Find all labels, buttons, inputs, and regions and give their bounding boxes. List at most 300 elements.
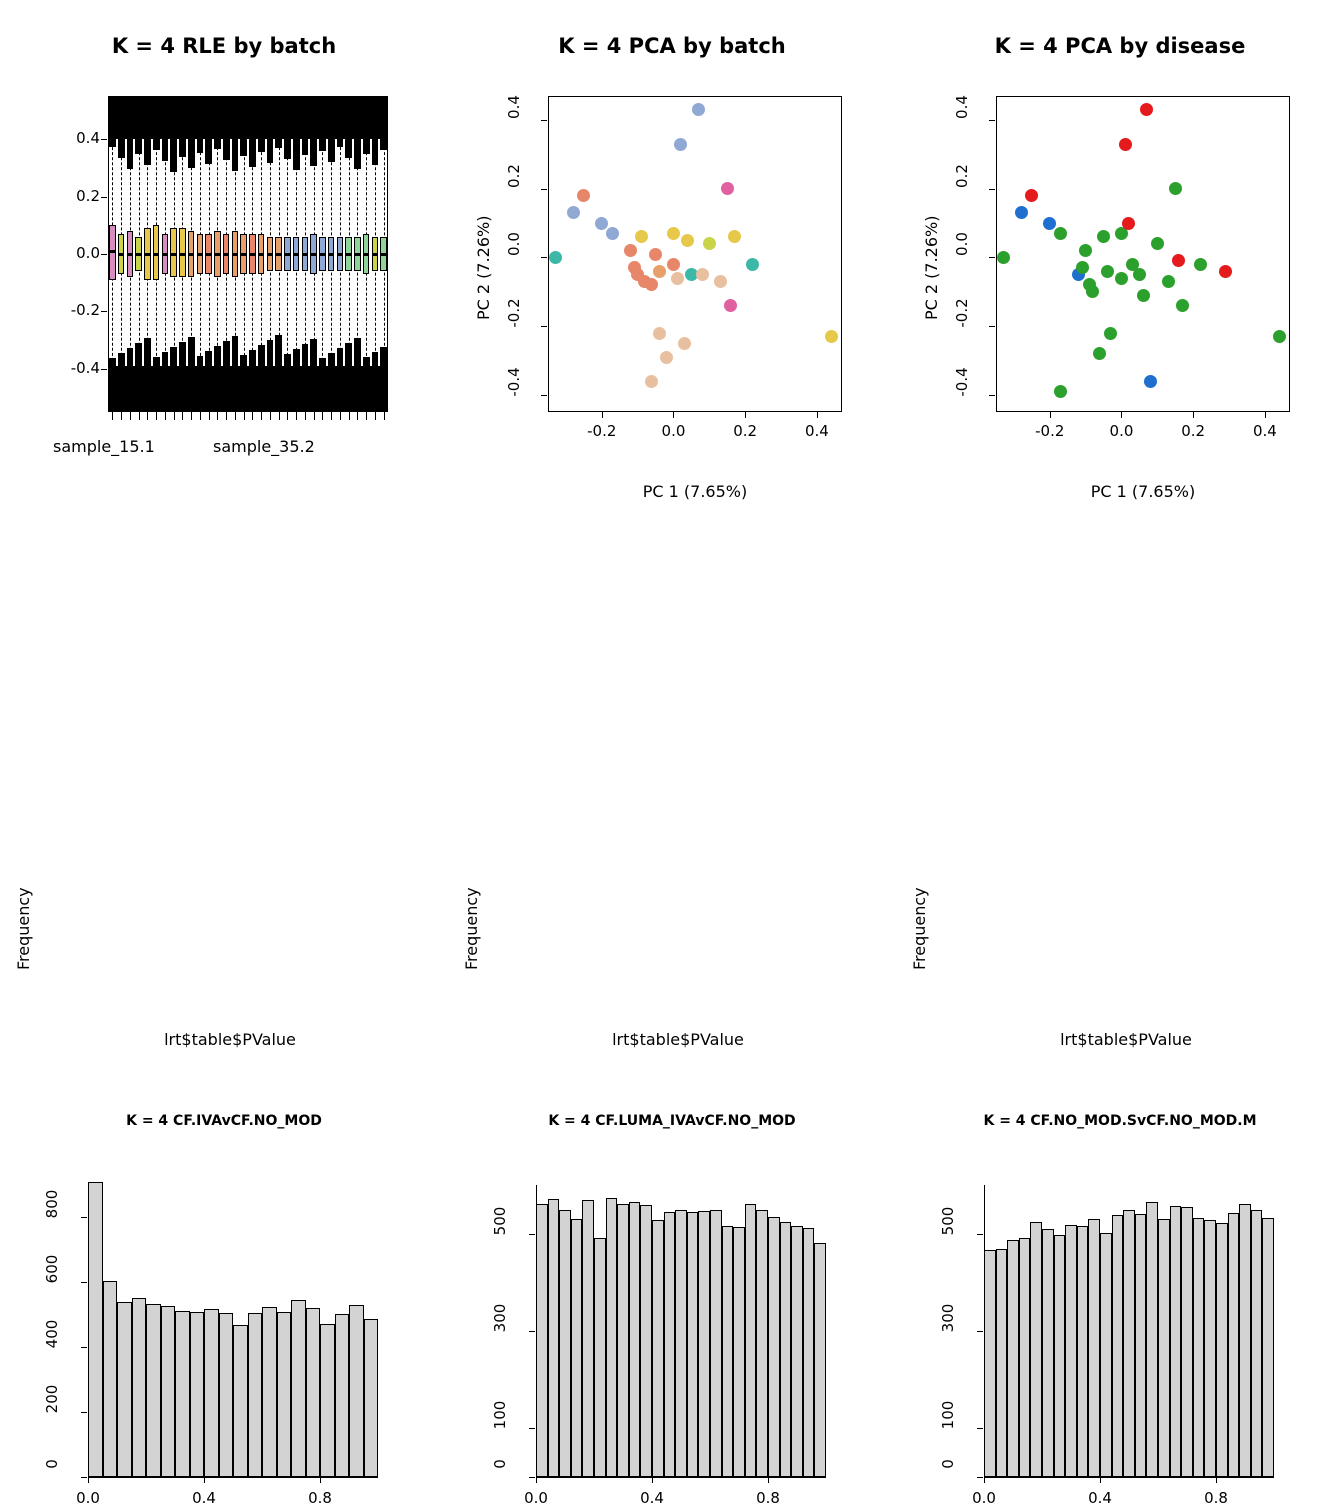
rle-median-29 [363, 253, 369, 256]
rle-outlier-col-top [372, 139, 379, 165]
rle-xtick [200, 412, 201, 420]
pca-batch-ylabel: PC 2 (7.26%) [474, 215, 493, 320]
rle-outlier-col-top [127, 139, 134, 169]
hist-xtick [652, 1477, 653, 1483]
scatter-ytick-label: 0.0 [953, 232, 971, 257]
hist-bar [320, 1324, 335, 1477]
hist-xaxis [536, 1477, 826, 1478]
hist-xtick [320, 1477, 321, 1483]
hist-xaxis [88, 1477, 378, 1478]
rle-outlier-col-bottom [188, 337, 195, 366]
rle-outlier-col-bottom [153, 357, 160, 366]
rle-outlier-col-bottom [354, 338, 361, 366]
hist-bar [117, 1302, 132, 1477]
scatter-xtick-label: 0.4 [1252, 422, 1277, 440]
scatter-xtick-label: -0.2 [587, 422, 617, 440]
hist-bar [1088, 1219, 1100, 1477]
rle-median-19 [275, 253, 281, 256]
rle-outlier-col-bottom [223, 341, 230, 366]
hist-xtick-label: 0.0 [972, 1489, 996, 1507]
scatter-xtick-label: 0.4 [804, 422, 829, 440]
rle-xtick [235, 412, 236, 420]
rle-median-3 [135, 253, 141, 256]
scatter-ytick [541, 326, 547, 327]
rle-outliers-top [109, 97, 387, 139]
rle-outlier-col-bottom [275, 335, 282, 366]
rle-median-30 [372, 253, 378, 256]
hist-bar [248, 1313, 263, 1477]
scatter-point [653, 327, 666, 340]
scatter-point [624, 244, 637, 257]
hist-bar [606, 1198, 618, 1477]
rle-xtick [305, 412, 306, 420]
hist-xtick-label: 0.0 [524, 1489, 548, 1507]
scatter-ytick [541, 395, 547, 396]
scatter-point [1119, 138, 1132, 151]
rle-ytick-label: -0.4 [70, 358, 100, 377]
rle-outlier-col-bottom [179, 342, 186, 366]
rle-xtick [121, 412, 122, 420]
rle-xtick [287, 412, 288, 420]
rle-outlier-col-top [267, 139, 274, 163]
rle-outlier-col-top [153, 139, 160, 150]
hist-xtick-label: 0.8 [1204, 1489, 1228, 1507]
hist-bar [1158, 1219, 1170, 1477]
scatter-point [1273, 330, 1286, 343]
rle-outlier-col-bottom [127, 348, 134, 366]
rle-median-14 [232, 253, 238, 256]
hist-ytick-label: 500 [491, 1206, 509, 1235]
hist-xtick-label: 0.8 [308, 1489, 332, 1507]
rle-xtick [139, 412, 140, 420]
hist-bar [814, 1243, 826, 1477]
rle-outlier-col-top [302, 139, 309, 155]
rle-median-21 [293, 253, 299, 256]
scatter-point [1162, 275, 1175, 288]
panel-hist-1 [0, 540, 448, 1507]
hist-bar [1181, 1207, 1193, 1477]
hist-ytick [81, 1347, 87, 1348]
hist-ytick-label: 0 [939, 1459, 957, 1469]
hist-bar [262, 1307, 277, 1477]
rle-ytick [101, 369, 107, 370]
scatter-xtick [745, 412, 746, 418]
scatter-ytick-label: -0.2 [953, 298, 971, 328]
hist-bar [1216, 1223, 1228, 1477]
scatter-ytick [989, 326, 995, 327]
rle-outlier-col-top [275, 139, 282, 148]
scatter-ytick [989, 257, 995, 258]
rle-median-9 [188, 253, 194, 256]
hist-bar [803, 1228, 815, 1477]
hist-bar [756, 1210, 768, 1477]
panel-pca-by-batch [448, 0, 896, 540]
hist-ytick-label: 300 [939, 1303, 957, 1333]
scatter-point [703, 237, 716, 250]
hist-ytick-label: 600 [43, 1255, 61, 1284]
rle-median-11 [205, 253, 211, 256]
hist-ytick-label: 800 [43, 1190, 61, 1219]
hist-bar [161, 1306, 176, 1477]
hist-bar [1228, 1213, 1240, 1477]
scatter-point [653, 265, 666, 278]
scatter-xtick-label: 0.0 [661, 422, 686, 440]
rle-outlier-col-top [354, 139, 361, 169]
rle-xtick [156, 412, 157, 420]
rle-outlier-col-top [179, 139, 186, 157]
scatter-ytick [541, 189, 547, 190]
hist-bar [629, 1202, 641, 1477]
rle-outlier-col-bottom [144, 338, 151, 366]
scatter-point [635, 230, 648, 243]
rle-outlier-col-top [363, 139, 370, 154]
rle-outlier-col-bottom [118, 353, 125, 366]
hist-bar [364, 1319, 379, 1477]
rle-outlier-col-top [380, 139, 387, 150]
rle-outlier-col-top [319, 139, 326, 151]
rle-outlier-col-top [118, 139, 125, 158]
rle-outlier-col-bottom [328, 353, 335, 366]
hist-ytick [977, 1428, 983, 1429]
rle-ytick-label: 0.4 [76, 129, 100, 148]
scatter-point [1115, 272, 1128, 285]
hist3-ylabel: Frequency [910, 887, 929, 970]
scatter-point [714, 275, 727, 288]
rle-median-13 [223, 253, 229, 256]
hist-ytick-label: 500 [939, 1206, 957, 1235]
hist-bar [1135, 1214, 1147, 1477]
hist-bar [132, 1298, 147, 1477]
rle-outlier-col-bottom [197, 356, 204, 366]
hist-ytick-label: 100 [939, 1401, 957, 1430]
rle-outlier-col-bottom [205, 351, 212, 366]
rle-outlier-col-top [232, 139, 239, 171]
panel-title-pca-disease: K = 4 PCA by disease [994, 34, 1246, 58]
hist-bar [548, 1199, 560, 1477]
rle-median-6 [162, 253, 168, 256]
scatter-point [667, 227, 680, 240]
scatter-point [660, 351, 673, 364]
scatter-point [681, 234, 694, 247]
pca-batch-plot-area [548, 96, 842, 412]
rle-median-26 [337, 253, 343, 256]
scatter-xtick [1265, 412, 1266, 418]
rle-outlier-col-bottom [109, 358, 116, 366]
rle-outlier-col-bottom [319, 358, 326, 366]
hist-bar [1193, 1218, 1205, 1477]
rle-outlier-col-bottom [302, 344, 309, 366]
scatter-xtick-label: 0.2 [733, 422, 758, 440]
sample-label-1: sample_15.1 [53, 437, 155, 456]
rle-outlier-col-bottom [170, 347, 177, 366]
hist-ytick-label: 400 [43, 1319, 61, 1349]
hist-bar [559, 1210, 571, 1477]
rle-ytick [101, 311, 107, 312]
hist-ytick [81, 1282, 87, 1283]
hist-xtick [88, 1477, 89, 1483]
scatter-point [678, 337, 691, 350]
hist-bar [791, 1226, 803, 1477]
scatter-ytick [541, 257, 547, 258]
rle-xtick [174, 412, 175, 420]
scatter-point [649, 248, 662, 261]
rle-ytick-label: -0.2 [70, 301, 100, 320]
hist-ytick [81, 1217, 87, 1218]
hist-ytick-label: 0 [43, 1459, 61, 1469]
scatter-point [606, 227, 619, 240]
scatter-xtick [1121, 412, 1122, 418]
rle-xtick [296, 412, 297, 420]
scatter-point [746, 258, 759, 271]
rle-outlier-col-bottom [249, 350, 256, 366]
rle-outlier-col-top [162, 139, 169, 161]
rle-median-12 [214, 253, 220, 256]
sample-label-2: sample_35.2 [213, 437, 315, 456]
hist-ytick [529, 1331, 535, 1332]
hist-ytick-label: 0 [491, 1459, 509, 1469]
hist-bar [640, 1205, 652, 1477]
rle-outlier-col-bottom [240, 355, 247, 366]
hist-bar [780, 1222, 792, 1477]
scatter-xtick [673, 412, 674, 418]
hist-xtick-label: 0.0 [76, 1489, 100, 1507]
scatter-point [549, 251, 562, 264]
hist-bar [1065, 1225, 1077, 1477]
hist-bar [733, 1227, 745, 1477]
hist-ytick [977, 1331, 983, 1332]
hist-bar [219, 1313, 234, 1477]
rle-outlier-col-bottom [135, 343, 142, 366]
rle-outlier-col-bottom [214, 346, 221, 366]
rle-median-20 [284, 253, 290, 256]
hist-bar [571, 1219, 583, 1477]
hist-xtick-label: 0.4 [192, 1489, 216, 1507]
pca-disease-ylabel: PC 2 (7.26%) [922, 215, 941, 320]
scatter-point [674, 138, 687, 151]
rle-xtick [112, 412, 113, 420]
hist-bar [1019, 1238, 1031, 1477]
rle-outliers-bottom [109, 366, 387, 411]
rle-outlier-col-bottom [293, 349, 300, 366]
rle-xtick [366, 412, 367, 420]
rle-median-8 [179, 253, 185, 256]
scatter-xtick [1050, 412, 1051, 418]
hist-ytick [977, 1477, 983, 1478]
rle-xtick [375, 412, 376, 420]
hist-bar [103, 1281, 118, 1477]
hist-bar [768, 1217, 780, 1477]
rle-xtick [147, 412, 148, 420]
panel-title-pca-batch: K = 4 PCA by batch [558, 34, 786, 58]
hist-xtick [768, 1477, 769, 1483]
rle-outlier-col-bottom [232, 336, 239, 366]
hist-bar [291, 1300, 306, 1477]
scatter-xtick [1193, 412, 1194, 418]
rle-xtick [130, 412, 131, 420]
hist-bar [1100, 1233, 1112, 1477]
scatter-point [1137, 289, 1150, 302]
scatter-ytick-label: 0.2 [505, 163, 523, 188]
rle-median-0 [109, 250, 115, 253]
hist2-xlabel: lrt$table$PValue [612, 1030, 744, 1049]
rle-median-7 [170, 253, 176, 256]
rle-outlier-col-top [205, 139, 212, 164]
hist-bar [1239, 1204, 1251, 1477]
panel-rle-by-batch [0, 0, 448, 540]
scatter-xtick-label: 0.2 [1181, 422, 1206, 440]
rle-median-5 [153, 253, 159, 256]
rle-outlier-col-bottom [284, 354, 291, 366]
rle-median-24 [319, 253, 325, 256]
rle-outlier-col-top [328, 139, 335, 162]
rle-outlier-col-bottom [162, 352, 169, 366]
scatter-point [1194, 258, 1207, 271]
hist-bar [277, 1312, 292, 1477]
rle-outlier-col-top [345, 139, 352, 158]
hist-bar [1262, 1218, 1274, 1477]
scatter-ytick [989, 120, 995, 121]
rle-median-28 [354, 253, 360, 256]
rle-outlier-col-top [310, 139, 317, 166]
hist-ytick [977, 1234, 983, 1235]
rle-xtick [384, 412, 385, 420]
scatter-point [1144, 375, 1157, 388]
rle-median-22 [302, 253, 308, 256]
scatter-xtick-label: 0.0 [1109, 422, 1134, 440]
rle-outlier-col-top [258, 139, 265, 152]
panel-title-rle: K = 4 RLE by batch [111, 34, 337, 58]
hist-bar [233, 1325, 248, 1477]
hist-ytick [81, 1412, 87, 1413]
hist-bar [1251, 1210, 1263, 1477]
hist-xtick [1216, 1477, 1217, 1483]
rle-xtick [191, 412, 192, 420]
scatter-ytick-label: -0.4 [953, 367, 971, 397]
rle-xtick [340, 412, 341, 420]
hist-bar [146, 1304, 161, 1477]
rle-xtick [357, 412, 358, 420]
scatter-point [997, 251, 1010, 264]
rle-xtick [279, 412, 280, 420]
scatter-point [567, 206, 580, 219]
hist-bar [1042, 1229, 1054, 1477]
rle-outlier-col-bottom [337, 348, 344, 366]
rle-outlier-col-top [170, 139, 177, 172]
rle-outlier-col-top [240, 139, 247, 156]
rle-outlier-col-top [188, 139, 195, 168]
scatter-ytick-label: 0.2 [953, 163, 971, 188]
panel-pca-by-disease [896, 0, 1344, 540]
hist-bar [984, 1250, 996, 1477]
hist-bar [687, 1212, 699, 1477]
rle-xtick [252, 412, 253, 420]
rle-xtick [226, 412, 227, 420]
rle-outlier-col-bottom [310, 339, 317, 366]
hist-bar [710, 1210, 722, 1477]
scatter-ytick [541, 120, 547, 121]
rle-median-31 [380, 253, 386, 256]
scatter-point [1122, 217, 1135, 230]
hist1-xlabel: lrt$table$PValue [164, 1030, 296, 1049]
hist-ytick-label: 300 [491, 1303, 509, 1333]
scatter-xtick [602, 412, 603, 418]
rle-median-25 [328, 253, 334, 256]
hist-xtick [536, 1477, 537, 1483]
hist-xtick [984, 1477, 985, 1483]
scatter-point [1043, 217, 1056, 230]
scatter-point [1104, 327, 1117, 340]
panel-title-hist1: K = 4 CF.IVAvCF.NO_MOD [126, 1113, 322, 1129]
panel-hist-3 [896, 540, 1344, 1507]
scatter-xtick [817, 412, 818, 418]
hist-bar [1030, 1222, 1042, 1477]
rle-median-18 [267, 253, 273, 256]
hist-xaxis [984, 1477, 1274, 1478]
hist-bar [1007, 1240, 1019, 1477]
hist-bar [335, 1314, 350, 1477]
pca-disease-plot-area [996, 96, 1290, 412]
hist-bar [1170, 1206, 1182, 1477]
hist-bar [617, 1204, 629, 1477]
rle-outlier-col-bottom [258, 345, 265, 366]
hist-ytick [529, 1477, 535, 1478]
rle-median-23 [310, 253, 316, 256]
hist-bar [88, 1182, 103, 1477]
hist-xtick [1100, 1477, 1101, 1483]
rle-outlier-col-top [293, 139, 300, 170]
hist-bar [204, 1309, 219, 1477]
hist-bar [745, 1204, 757, 1477]
rle-xtick [209, 412, 210, 420]
rle-ytick [101, 254, 107, 255]
scatter-point [1101, 265, 1114, 278]
rle-median-1 [118, 253, 124, 256]
hist-ytick-label: 100 [491, 1401, 509, 1430]
scatter-ytick-label: -0.4 [505, 367, 523, 397]
hist-bar [1054, 1235, 1066, 1477]
rle-median-10 [197, 253, 203, 256]
scatter-ytick [989, 189, 995, 190]
rle-outlier-col-bottom [380, 347, 387, 366]
hist-ytick [529, 1234, 535, 1235]
rle-outlier-col-top [337, 139, 344, 147]
rle-outlier-col-top [135, 139, 142, 154]
hist-bar [1146, 1202, 1158, 1477]
scatter-xtick-label: -0.2 [1035, 422, 1065, 440]
scatter-point [1219, 265, 1232, 278]
pca-disease-xlabel: PC 1 (7.65%) [1090, 482, 1196, 501]
hist-bar [675, 1210, 687, 1477]
hist3-xlabel: lrt$table$PValue [1060, 1030, 1192, 1049]
rle-median-4 [144, 253, 150, 256]
scatter-ytick-label: 0.4 [505, 95, 523, 119]
rle-outlier-col-top [144, 139, 151, 165]
rle-median-17 [258, 253, 264, 256]
rle-xtick [270, 412, 271, 420]
hist-xtick-label: 0.4 [640, 1489, 664, 1507]
rle-ytick-label: 0.0 [76, 244, 100, 262]
scatter-point [1176, 299, 1189, 312]
scatter-point [1151, 237, 1164, 250]
rle-xtick [314, 412, 315, 420]
hist-bar [664, 1212, 676, 1477]
rle-xtick [182, 412, 183, 420]
rle-outlier-col-top [197, 139, 204, 153]
hist-xtick-label: 0.4 [1088, 1489, 1112, 1507]
rle-xtick [217, 412, 218, 420]
rle-median-15 [240, 253, 246, 256]
scatter-point [1076, 261, 1089, 274]
